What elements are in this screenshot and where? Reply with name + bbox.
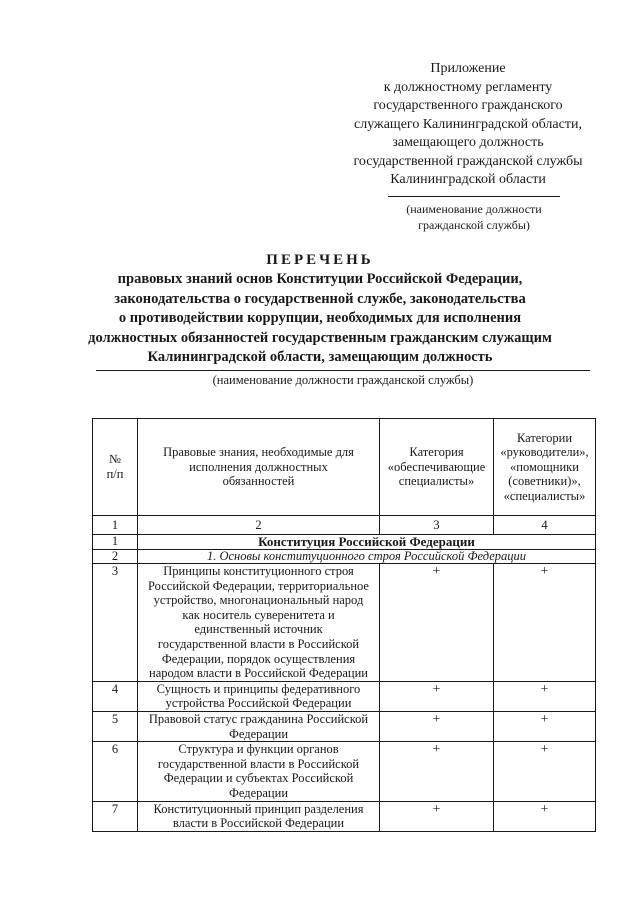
subsection-title-text: 1. Основы конституционного строя Российской Федерации: [206, 549, 527, 563]
appendix-block: [318, 60, 618, 190]
column-number: 4: [494, 516, 596, 535]
header-cat2-line: «руководители»,: [500, 445, 589, 460]
knowledge-line: государственной власти в Российской: [157, 636, 360, 651]
section-title: [138, 535, 596, 550]
position-fill-line: [96, 370, 590, 371]
header-cat2-line: Категории: [516, 430, 573, 445]
appendix-line: Калининградской области: [390, 172, 546, 187]
appendix-line: государственного гражданского: [373, 98, 563, 113]
plus-mark: +: [432, 681, 441, 697]
header-category-support: [380, 419, 494, 516]
position-fill-line-top: [388, 196, 560, 197]
knowledge-line: Структура и функции органов: [178, 742, 339, 757]
knowledge-line: Сущность и принципы федеративного: [156, 681, 361, 696]
table-row: [93, 742, 596, 801]
subtitle-line: правовых знаний основ Конституции Российской Федерации,: [117, 271, 523, 287]
caption-line: (наименование должности: [406, 202, 542, 216]
table-row: [93, 564, 596, 682]
header-cat2-line: (советники)»,: [508, 474, 581, 489]
plus-mark: +: [432, 564, 441, 579]
table-row: [93, 711, 596, 741]
header-knowledge-line: исполнения должностных: [189, 459, 328, 474]
plus-mark: +: [432, 711, 441, 727]
plus-mark: +: [540, 711, 549, 727]
header-num-line: п/п: [106, 467, 124, 481]
plus-mark: +: [540, 801, 549, 817]
plus-mark: +: [540, 564, 549, 579]
plus-mark: +: [432, 742, 441, 758]
table-header-row: [93, 419, 596, 516]
header-knowledge: [138, 419, 380, 516]
knowledge-cell: [138, 801, 380, 831]
appendix-line: замещающего должность: [392, 135, 544, 150]
plus-mark: +: [540, 742, 549, 758]
knowledge-line: Федерации, порядок осуществления: [161, 651, 356, 666]
document-title: ПЕРЕЧЕНЬ: [266, 252, 374, 268]
column-number: 1: [93, 516, 138, 535]
category-support-cell: [380, 681, 494, 711]
row-number: 4: [93, 681, 138, 711]
position-caption-top: [374, 201, 574, 233]
knowledge-line: Конституционный принцип разделения: [153, 801, 364, 816]
knowledge-table: [92, 418, 596, 832]
section-row: [93, 535, 596, 550]
row-number: 5: [93, 711, 138, 741]
category-support-cell: [380, 742, 494, 801]
row-number: 3: [93, 564, 138, 682]
category-managers-cell: [494, 742, 596, 801]
category-managers-cell: [494, 711, 596, 741]
row-number: 2: [93, 550, 138, 564]
knowledge-line: Федерации: [228, 726, 289, 741]
column-number: 3: [380, 516, 494, 535]
subtitle-line: Калининградской области, замещающим должность: [147, 349, 493, 365]
position-caption: (наименование должности гражданской службы): [212, 373, 474, 387]
category-managers-cell: [494, 564, 596, 682]
appendix-line: государственной гражданской службы: [353, 153, 583, 169]
category-support-cell: [380, 711, 494, 741]
knowledge-line: Федерации: [228, 785, 289, 800]
header-category-managers: [494, 419, 596, 516]
appendix-line: Приложение: [430, 61, 506, 76]
header-cat1-line: Категория: [409, 445, 464, 460]
section-title-text: Конституция Российской Федерации: [258, 534, 475, 549]
plus-mark: +: [540, 681, 549, 697]
category-support-cell: [380, 564, 494, 682]
knowledge-line: устройство, многонациональный народ: [153, 593, 364, 608]
row-number: 6: [93, 742, 138, 801]
header-cat2-line: «помощники: [510, 459, 579, 474]
subtitle-line: законодательства о государственной службе, законодательства: [114, 290, 526, 307]
subtitle-line: должностных обязанностей государственным гражданским служащим: [88, 329, 552, 346]
category-managers-cell: [494, 681, 596, 711]
knowledge-line: устройства Российской Федерации: [165, 696, 352, 711]
knowledge-line: Федерации и субъектах Российской: [163, 771, 354, 786]
row-number: 7: [93, 801, 138, 831]
header-knowledge-line: Правовые знания, необходимые для: [163, 445, 354, 460]
plus-mark: +: [432, 801, 441, 817]
header-knowledge-line: обязанностей: [222, 474, 295, 489]
caption-line: гражданской службы): [418, 218, 530, 232]
knowledge-line: Принципы конституционного строя: [163, 564, 354, 578]
knowledge-line: единственный источник: [194, 622, 323, 637]
knowledge-cell: [138, 742, 380, 801]
row-number: 1: [93, 535, 138, 550]
category-support-cell: [380, 801, 494, 831]
column-number-row: [93, 516, 596, 535]
knowledge-line: власти в Российской Федерации: [172, 816, 345, 831]
appendix-line: служащего Калининградской области,: [354, 116, 582, 132]
table-row: [93, 801, 596, 831]
knowledge-line: государственной власти в Российской: [157, 756, 360, 771]
table-row: [93, 681, 596, 711]
knowledge-cell: [138, 711, 380, 741]
subsection-row: [93, 550, 596, 564]
subtitle-line: о противодействии коррупции, необходимых для исполнения: [118, 310, 522, 326]
header-cat2-line: «специалисты»: [503, 488, 586, 503]
header-cat1-line: специалисты»: [398, 474, 475, 489]
document-subtitle: [40, 270, 600, 368]
header-num-line: №: [109, 452, 121, 467]
knowledge-cell: [138, 564, 380, 682]
subsection-title: [138, 550, 596, 564]
header-num: [93, 419, 138, 516]
knowledge-line: народом власти в Российской Федерации: [149, 666, 368, 681]
category-managers-cell: [494, 801, 596, 831]
knowledge-line: Российской Федерации, территориальное: [148, 578, 369, 593]
knowledge-line: как носитель суверенитета и: [182, 607, 335, 622]
knowledge-line: Правовой статус гражданина Российской: [148, 711, 369, 726]
column-number: 2: [138, 516, 380, 535]
header-cat1-line: «обеспечивающие: [387, 459, 486, 474]
appendix-line: к должностному регламенту: [383, 79, 553, 95]
knowledge-cell: [138, 681, 380, 711]
